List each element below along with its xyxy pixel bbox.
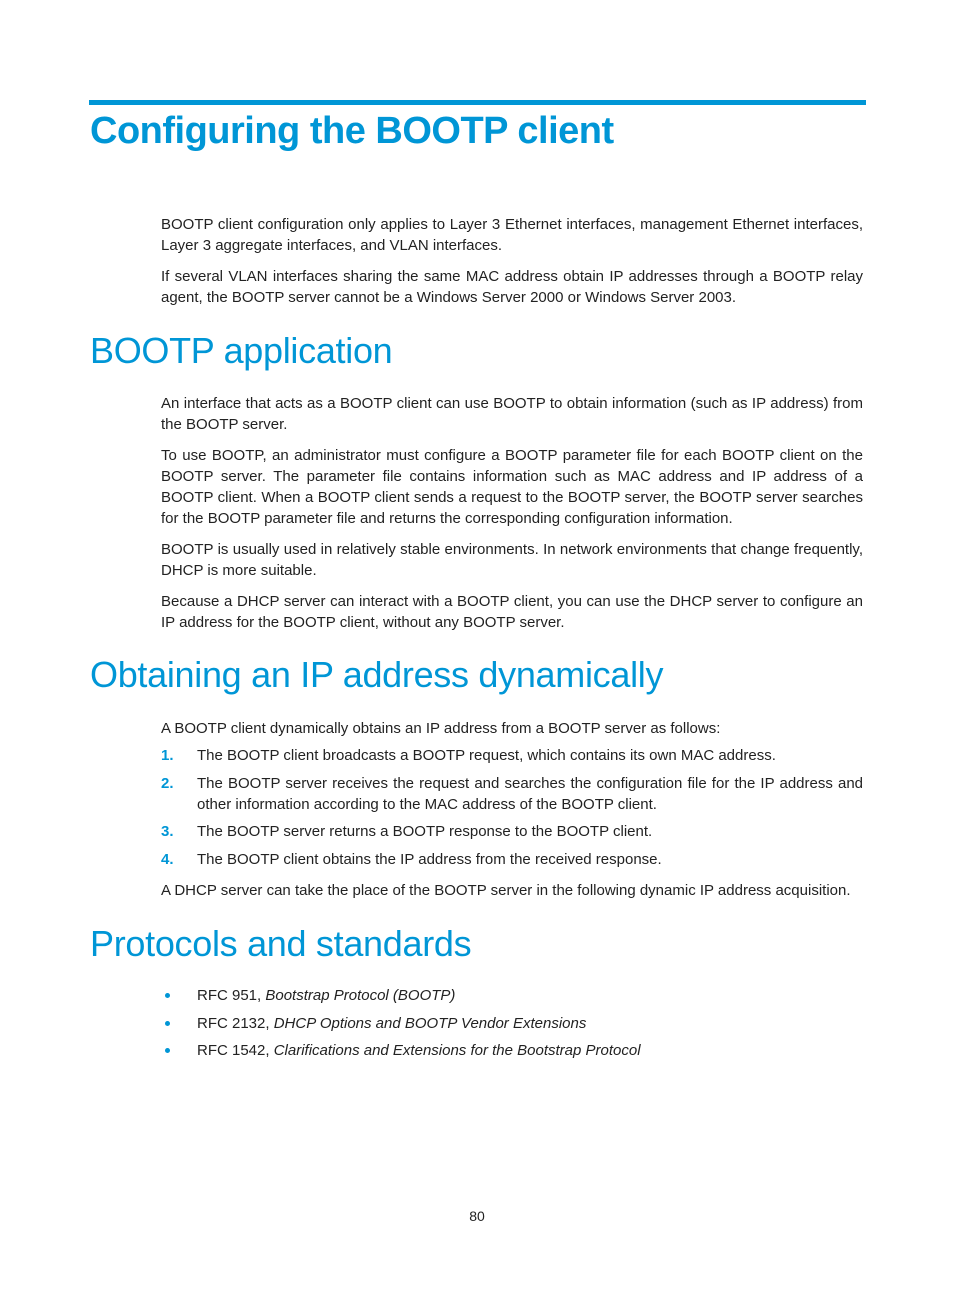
rfc-number: RFC 951,: [197, 987, 266, 1004]
step-number: 4.: [161, 851, 174, 868]
step-text: The BOOTP client broadcasts a BOOTP request, which contains its own MAC address.: [197, 747, 776, 764]
section-title-protocols: Protocols and standards: [90, 923, 472, 964]
intro-paragraph-2: If several VLAN interfaces sharing the same MAC address obtain IP addresses through a BOOTP relay agent, the BOOTP server cannot be a Windows Server 2000 or Windows Server 2003.: [161, 268, 863, 306]
chapter-title: Configuring the BOOTP client: [90, 110, 614, 152]
step-number: 1.: [161, 747, 174, 764]
bootp-application-paragraph-4: Because a DHCP server can interact with a BOOTP client, you can use the DHCP server to configure an IP address for the BOOTP client, without any BOOTP server.: [161, 593, 863, 631]
bootp-application-paragraph-1: An interface that acts as a BOOTP client can use BOOTP to obtain information (such as IP address) from the BOOTP server.: [161, 395, 863, 433]
bullet-dot-icon: [165, 993, 170, 998]
bullet-dot-icon: [165, 1048, 170, 1053]
obtaining-ip-closing: A DHCP server can take the place of the BOOTP server in the following dynamic IP address acquisition.: [161, 882, 851, 899]
step-text: The BOOTP server receives the request and searches the configuration file for the IP address and other information according to the MAC address of the BOOTP client.: [197, 775, 863, 813]
step-text: The BOOTP server returns a BOOTP response to the BOOTP client.: [197, 823, 653, 840]
page-number: 80: [469, 1208, 485, 1224]
intro-paragraph-1: BOOTP client configuration only applies to Layer 3 Ethernet interfaces, management Ethernet interfaces, Layer 3 aggregate interfaces, and VLAN interfaces.: [161, 216, 863, 254]
step-text: The BOOTP client obtains the IP address from the received response.: [197, 851, 662, 868]
step-number: 2.: [161, 775, 174, 792]
rfc-number: RFC 1542,: [197, 1042, 274, 1059]
section-title-bootp-application: BOOTP application: [90, 330, 393, 371]
rfc-number: RFC 2132,: [197, 1015, 274, 1032]
step-number: 3.: [161, 823, 174, 840]
chapter-top-rule: [89, 100, 866, 105]
rfc-title: Clarifications and Extensions for the Bootstrap Protocol: [273, 1042, 641, 1059]
rfc-title: DHCP Options and BOOTP Vendor Extensions: [273, 1015, 587, 1032]
bootp-application-paragraph-2: To use BOOTP, an administrator must configure a BOOTP parameter file for each BOOTP client on the BOOTP server. The parameter file contains information such as MAC address and IP address of a BOOTP client. When a BOOTP client sends a request to the BOOTP server, the BOOTP server searches for the BOOTP parameter file and returns the corresponding configuration information.: [161, 447, 863, 527]
bootp-application-paragraph-3: BOOTP is usually used in relatively stable environments. In network environments that change frequently, DHCP is more suitable.: [161, 541, 863, 579]
bullet-dot-icon: [165, 1021, 170, 1026]
obtaining-ip-lead: A BOOTP client dynamically obtains an IP address from a BOOTP server as follows:: [161, 720, 721, 737]
section-title-obtaining-ip: Obtaining an IP address dynamically: [90, 654, 664, 695]
rfc-title: Bootstrap Protocol (BOOTP): [265, 987, 456, 1004]
